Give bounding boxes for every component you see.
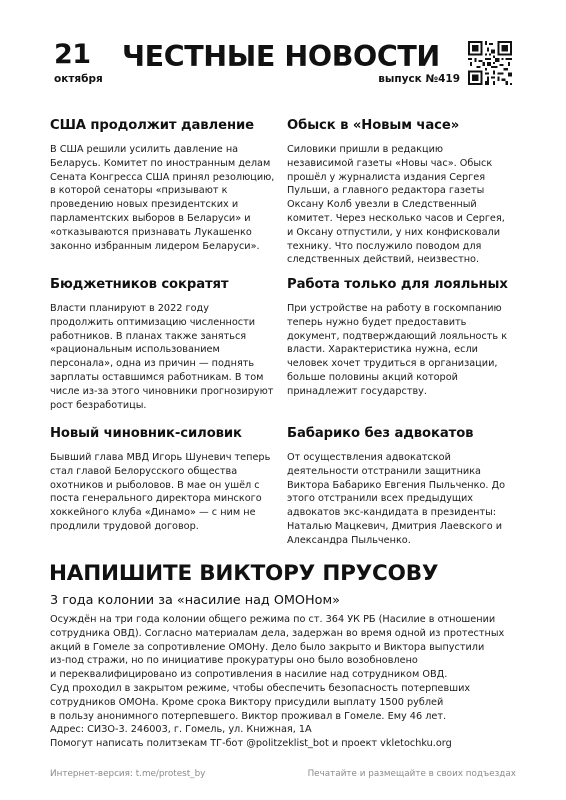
feature-title: НАПИШИТЕ ВИКТОРУ ПРУСОВУ bbox=[49, 561, 439, 586]
footer-print-note: Печатайте и размещайте в своих подъездах bbox=[307, 769, 516, 779]
article-title: Бабарико без адвокатов bbox=[287, 426, 474, 441]
feature-line: Суд проходил в закрытом режиме, чтобы обеспечить безопасность потерпевших bbox=[50, 682, 471, 694]
feature-line: сотрудника ОВД). Согласно материалам дела, задержан во время одной из протестных bbox=[50, 627, 505, 639]
feature-line: сотрудников ОМОНа. Кроме срока Виктору присудили выплату 1500 рублей bbox=[50, 696, 444, 708]
article-loyal-work bbox=[287, 277, 512, 399]
article-text: При устройстве на работу в госкомпанию теперь нужно будет предоставить документ, подтверждающий лояльность к власти. Характеристика нужна, если человек хочет трудиться в организации, больше половины акций которой принадлежит государству. bbox=[287, 303, 508, 397]
feature-subtitle: 3 года колонии за «насилие над ОМОНом» bbox=[50, 593, 340, 608]
article-search-novy-chas bbox=[287, 118, 512, 267]
issue-number: выпуск №419 bbox=[378, 73, 460, 85]
feature-body bbox=[50, 613, 520, 751]
feature-address: Адрес: СИЗО-3. 246003, г. Гомель, ул. Книжная, 1А bbox=[50, 724, 312, 736]
newspaper-title: ЧЕСТНЫЕ НОВОСТИ bbox=[122, 40, 440, 73]
issue-month: октября bbox=[54, 73, 103, 85]
article-text: От осуществления адвокатской деятельности отстранили защитника Виктора Бабарико Евгения Пыльченко. До этого отстранили всех предыдущих адвокатов экс-кандидата в президенты: Наталью Мацкевич, Дмитрия Лаевского и Александра Пыльченко. bbox=[287, 452, 506, 546]
article-text: Силовики пришли в редакцию независимой газеты «Новы час». Обыск прошёл у журналиста издания Сергея Пульши, а главного редактора газеты Оксану Колб увезли в Следственный комитет. Через несколько часов и Сергея, и Оксану отпустили, у них конфисковали технику. Что послужило поводом для следственных действий, неизвестно. bbox=[287, 144, 505, 266]
article-title: Обыск в «Новым часе» bbox=[287, 118, 460, 133]
article-title: Новый чиновник-силовик bbox=[50, 426, 242, 441]
article-title: Работа только для лояльных bbox=[287, 277, 508, 292]
masthead-header bbox=[54, 40, 512, 90]
feature-line: Осуждён на три года колонии общего режима по ст. 364 УК РБ (Насилие в отношении bbox=[50, 614, 496, 625]
article-budget-cuts bbox=[50, 277, 275, 412]
article-text: В США решили усилить давление на Беларусь. Комитет по иностранным делам Сената Конгресса США принял резолюцию, в которой сенаторы «призывают к проведению новых президентских и парламентских выборов в Беларуси» и «отказываются признавать Лукашенко законно избранным лидером Беларуси». bbox=[50, 144, 275, 252]
feature-line: акций в Гомеле за сопротивление ОМОНу. Дело было закрыто и Виктора выпустили bbox=[50, 641, 485, 653]
footer-web-link[interactable]: Интернет-версия: t.me/protest_by bbox=[50, 769, 206, 779]
feature-line: из-под стражи, но по инициативе прокуратуры оно было возобновлено bbox=[50, 655, 418, 667]
article-text: Бывший глава МВД Игорь Шуневич теперь стал главой Белорусского общества охотников и рыболовов. В мае он ушёл с поста генерального директора минского хоккейного клуба «Динамо» — с ним не продлили трудовой договор. bbox=[50, 452, 271, 532]
article-text: Власти планируют в 2022 году продолжить оптимизацию численности работников. В планах также заняться «рациональным использованием персонала», одна из причин — поднять зарплаты оставшимся работникам. В том числе из-за этого чиновники прогнозируют рост безработицы. bbox=[50, 303, 274, 411]
article-new-official bbox=[50, 426, 275, 534]
qr-code-icon[interactable] bbox=[468, 41, 512, 85]
feature-line: и переквалифицировано из сопротивления в насилие над сотрудником ОВД. bbox=[50, 669, 448, 681]
feature-help-line[interactable]: Помогут написать политзекам ТГ-бот @politzeklist_bot и проект vkletochku.org bbox=[50, 738, 452, 750]
article-usa-pressure bbox=[50, 118, 275, 253]
article-title: Бюджетников сократят bbox=[50, 277, 229, 292]
article-title: США продолжит давление bbox=[50, 118, 254, 133]
issue-day: 21 bbox=[54, 39, 91, 70]
article-babariko-lawyers bbox=[287, 426, 512, 548]
feature-line: в пользу анонимного потерпевшего. Виктор проживал в Гомеле. Ему 46 лет. bbox=[50, 710, 447, 722]
